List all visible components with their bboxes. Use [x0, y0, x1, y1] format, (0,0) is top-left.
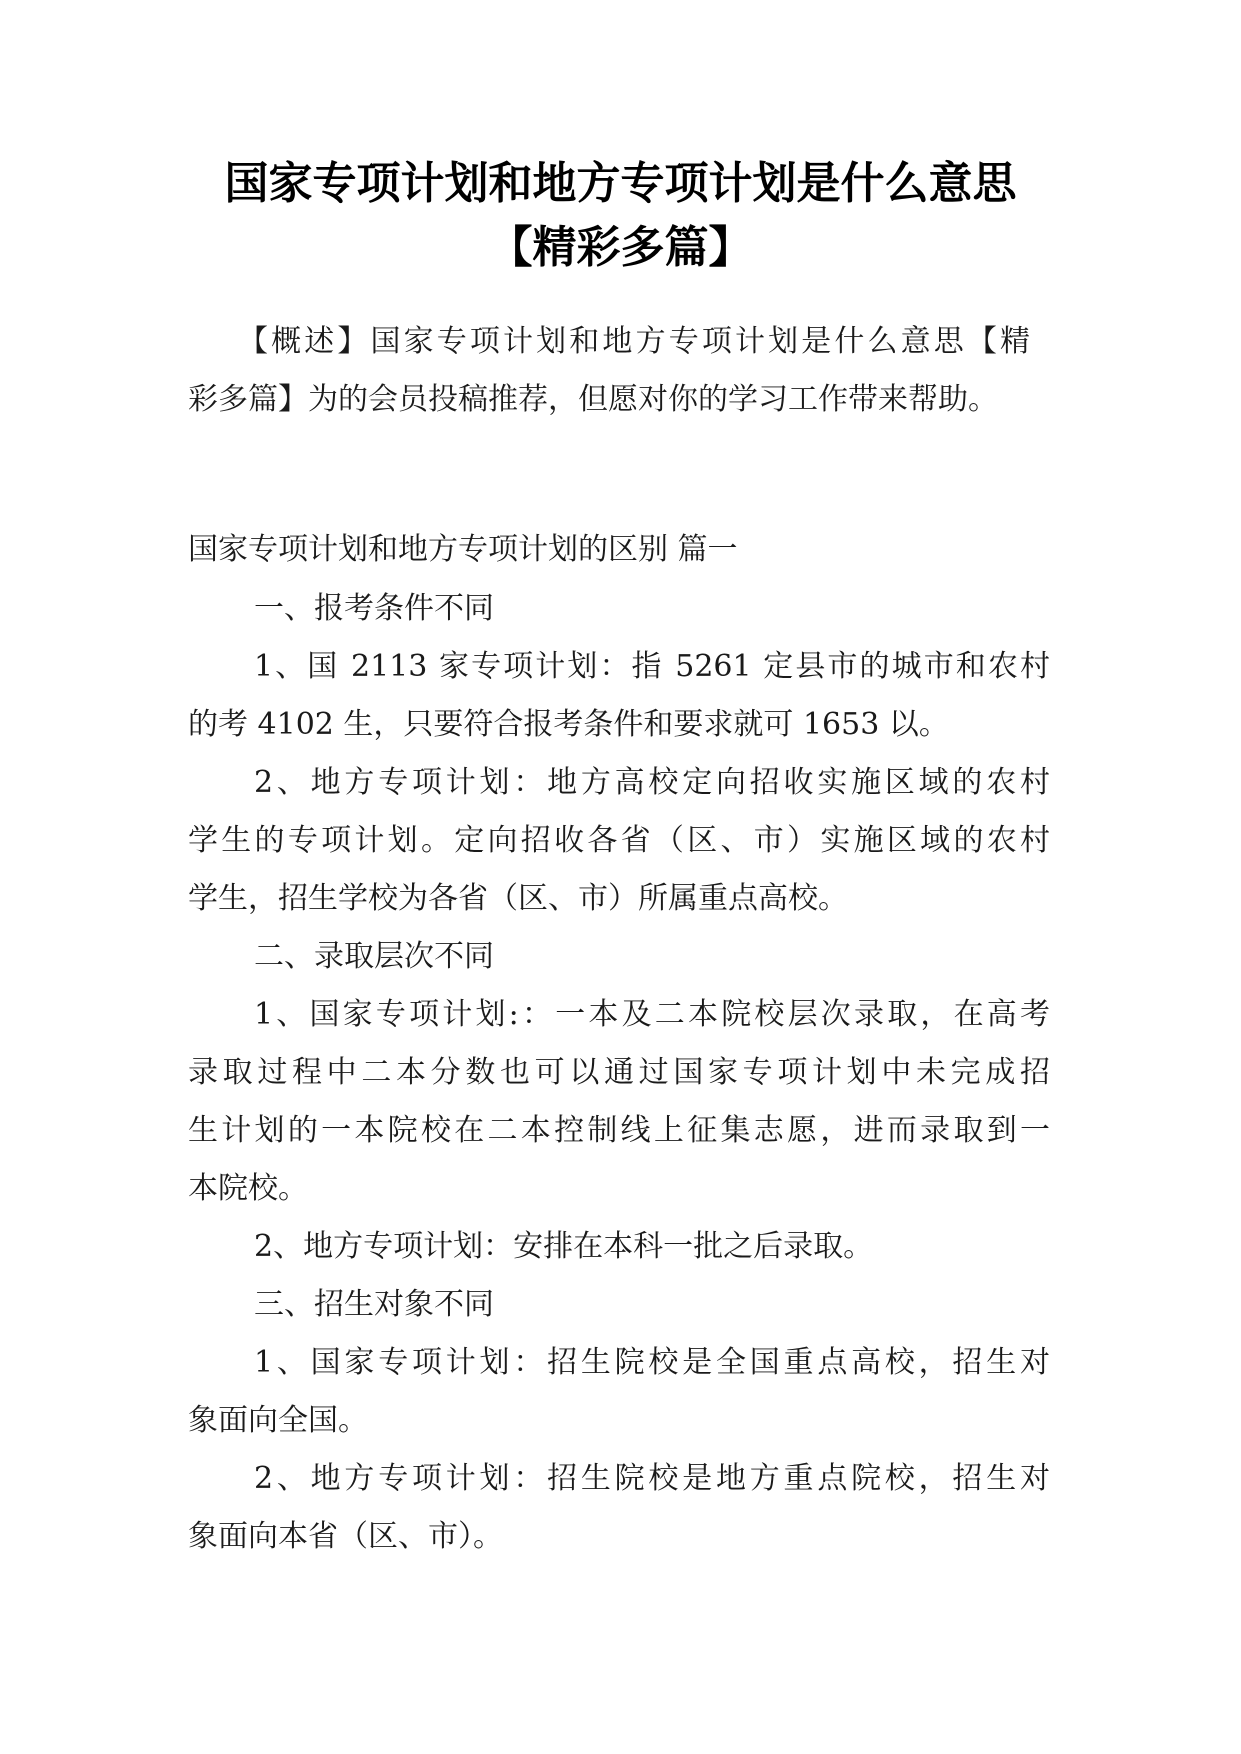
item2-1-line-4: 本院校。: [188, 1171, 308, 1206]
document-title-line-1: 国家专项计划和地方专项计划是什么意思: [224, 158, 1017, 209]
item2-1-line-3: 生计划的一本院校在二本控制线上征集志愿，进而录取到一: [188, 1113, 1050, 1148]
item1-2-line-2: 学生的专项计划。定向招收各省（区、市）实施区域的农村: [188, 823, 1050, 858]
item3-1-line-2: 象面向全国。: [188, 1403, 368, 1438]
item1-1-line-2: 的考 4102 生，只要符合报考条件和要求就可 1653 以。: [188, 707, 949, 742]
summary-line-1: 【概述】国家专项计划和地方专项计划是什么意思【精: [238, 324, 1030, 359]
item2-2-line-1: 2、地方专项计划：安排在本科一批之后录取。: [254, 1229, 874, 1264]
summary-line-2: 彩多篇】为的会员投稿推荐，但愿对你的学习工作带来帮助。: [188, 382, 998, 417]
item2-1-line-2: 录取过程中二本分数也可以通过国家专项计划中未完成招: [188, 1055, 1050, 1090]
item3-2-line-1: 2、地方专项计划：招生院校是地方重点院校，招生对: [254, 1461, 1050, 1496]
item2-1-line-1: 1、国家专项计划:：一本及二本院校层次录取，在高考: [254, 997, 1050, 1032]
item3-heading: 三、招生对象不同: [254, 1287, 494, 1322]
section-heading: 国家专项计划和地方专项计划的区别 篇一: [188, 532, 738, 567]
item1-2-line-1: 2、地方专项计划：地方高校定向招收实施区域的农村: [254, 765, 1050, 800]
item2-heading: 二、录取层次不同: [254, 939, 494, 974]
item1-heading: 一、报考条件不同: [254, 591, 494, 626]
item3-2-line-2: 象面向本省（区、市）。: [188, 1519, 503, 1554]
item1-2-line-3: 学生，招生学校为各省（区、市）所属重点高校。: [188, 881, 848, 916]
item1-1-line-1: 1、国 2113 家专项计划：指 5261 定县市的城市和农村: [254, 649, 1050, 684]
document-title-line-2: 【精彩多篇】: [488, 222, 753, 273]
item3-1-line-1: 1、国家专项计划：招生院校是全国重点高校，招生对: [254, 1345, 1050, 1380]
